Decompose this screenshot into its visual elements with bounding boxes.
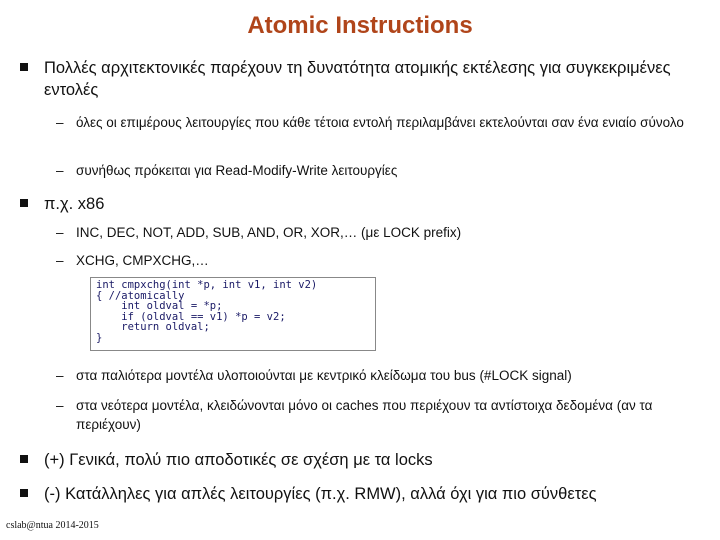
square-bullet-icon	[20, 63, 28, 71]
bullet-text: (+) Γενικά, πολύ πιο αποδοτικές σε σχέση με τα locks	[44, 451, 433, 469]
sub-bullet-item	[56, 113, 696, 132]
footer: cslab@ntua 2014-2015	[6, 520, 99, 531]
sub-bullet-text: όλες οι επιμέρους λειτουργίες που κάθε τέτοια εντολή περιλαμβάνει εκτελούνται σαν ένα ενιαίο σύνολο	[76, 115, 684, 130]
dash-bullet-icon: –	[56, 225, 64, 240]
bullet-item-1	[20, 57, 690, 101]
bullet-text: π.χ. x86	[44, 195, 105, 213]
slide-title: Atomic Instructions	[247, 12, 473, 39]
dash-bullet-icon: –	[56, 398, 64, 413]
sub-bullet-item	[56, 396, 696, 434]
sub-bullet-item	[56, 223, 696, 242]
dash-bullet-icon: –	[56, 253, 64, 268]
dash-bullet-icon: –	[56, 368, 64, 383]
sub-bullet-text: στα παλιότερα μοντέλα υλοποιούνται με κεντρικό κλείδωμα του bus (#LOCK signal)	[76, 368, 572, 383]
bullet-item-2	[20, 193, 690, 215]
bullet-text: (-) Κατάλληλες για απλές λειτουργίες (π.χ. RMW), αλλά όχι για πιο σύνθετες	[44, 485, 597, 503]
square-bullet-icon	[20, 199, 28, 207]
dash-bullet-icon: –	[56, 163, 64, 178]
sub-bullet-text: στα νεότερα μοντέλα, κλειδώνονται μόνο οι caches που περιέχουν τα αντίστοιχα δεδομένα (αν τα περιέχουν)	[76, 398, 653, 432]
bullet-item-4	[20, 483, 690, 505]
sub-bullet-item	[56, 251, 696, 270]
dash-bullet-icon: –	[56, 115, 64, 130]
bullet-text: Πολλές αρχιτεκτονικές παρέχουν τη δυνατότητα ατομικής εκτέλεσης για συγκεκριμένες εντολές	[44, 59, 671, 99]
square-bullet-icon	[20, 489, 28, 497]
sub-bullet-text: συνήθως πρόκειται για Read-Modify-Write λειτουργίες	[76, 163, 398, 178]
sub-bullet-item	[56, 366, 696, 385]
square-bullet-icon	[20, 455, 28, 463]
sub-bullet-text: XCHG, CMPXCHG,…	[76, 253, 209, 268]
sub-bullet-text: INC, DEC, NOT, ADD, SUB, AND, OR, XOR,… (με LOCK prefix)	[76, 225, 462, 240]
sub-bullet-item	[56, 161, 696, 180]
bullet-item-3	[20, 449, 690, 471]
code-block: int cmpxchg(int *p, int v1, int v2) { //atomically int oldval = *p; if (oldval == v1) *p = v2; return oldval; }	[90, 277, 376, 351]
